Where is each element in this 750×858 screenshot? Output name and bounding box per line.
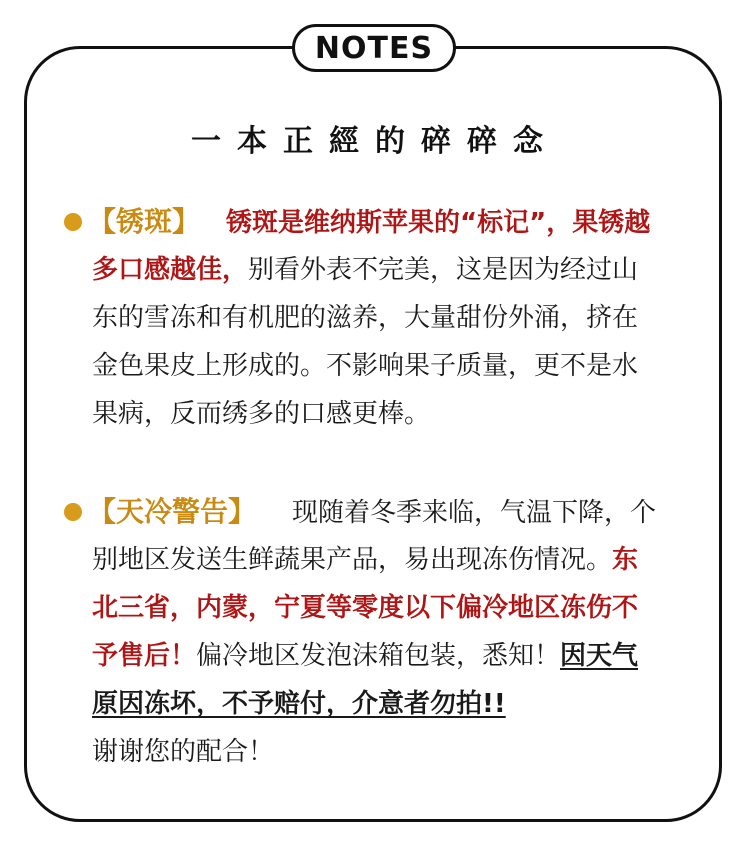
section1-highlight: 锈斑是维纳斯苹果的“标记”，果锈越 bbox=[226, 208, 651, 238]
page-subtitle: 一本正經的碎碎念 bbox=[191, 124, 559, 159]
section1-line1 bbox=[64, 198, 704, 246]
section2-line1 bbox=[64, 488, 704, 536]
section2-line2 bbox=[64, 536, 704, 584]
section2-label: 【天冷警告】 bbox=[88, 495, 257, 528]
section1-line2 bbox=[64, 246, 704, 294]
section2-thanks: 谢谢您的配合！ bbox=[92, 737, 275, 767]
section1-text: 别看外表不完美，这是因为经过山 bbox=[248, 255, 639, 285]
section2-disclaimer: 原因冻坏，不予赔付，介意者勿拍!! bbox=[92, 689, 506, 719]
section2-text-2: 别地区发送生鲜蔬果产品，易出现冻伤情况。 bbox=[92, 545, 613, 575]
section2-red-start: 东 bbox=[612, 545, 639, 575]
bullet-dot-icon bbox=[64, 213, 82, 231]
section2-red-regions: 北三省，内蒙，宁夏等零度以下偏冷地区冻伤不 bbox=[92, 593, 639, 623]
section1-line4: 金色果皮上形成的。不影响果子质量，更不是水 bbox=[92, 351, 639, 381]
section1-label: 【锈斑】 bbox=[88, 205, 201, 238]
section2-line3 bbox=[64, 584, 704, 632]
section2-disclaimer-start: 因天气 bbox=[560, 641, 639, 671]
section1-highlight-end: 多口感越佳， bbox=[92, 255, 249, 285]
section2-no-aftersale: 予售后！ bbox=[92, 641, 197, 671]
notes-tag: NOTES bbox=[292, 24, 456, 72]
section-rust-spots bbox=[64, 198, 704, 438]
section2-line4 bbox=[64, 632, 704, 680]
section2-line5 bbox=[64, 680, 704, 728]
section-cold-warning bbox=[64, 488, 704, 776]
section2-packaging: 偏冷地区发泡沫箱包装，悉知！ bbox=[196, 641, 561, 671]
section1-line3: 东的雪冻和有机肥的滋养，大量甜份外涌，挤在 bbox=[92, 303, 639, 333]
bullet-dot-icon bbox=[64, 503, 82, 521]
section2-text: 现随着冬季来临，气温下降，个 bbox=[292, 498, 657, 528]
section1-line5: 果病，反而绣多的口感更棒。 bbox=[92, 399, 431, 429]
